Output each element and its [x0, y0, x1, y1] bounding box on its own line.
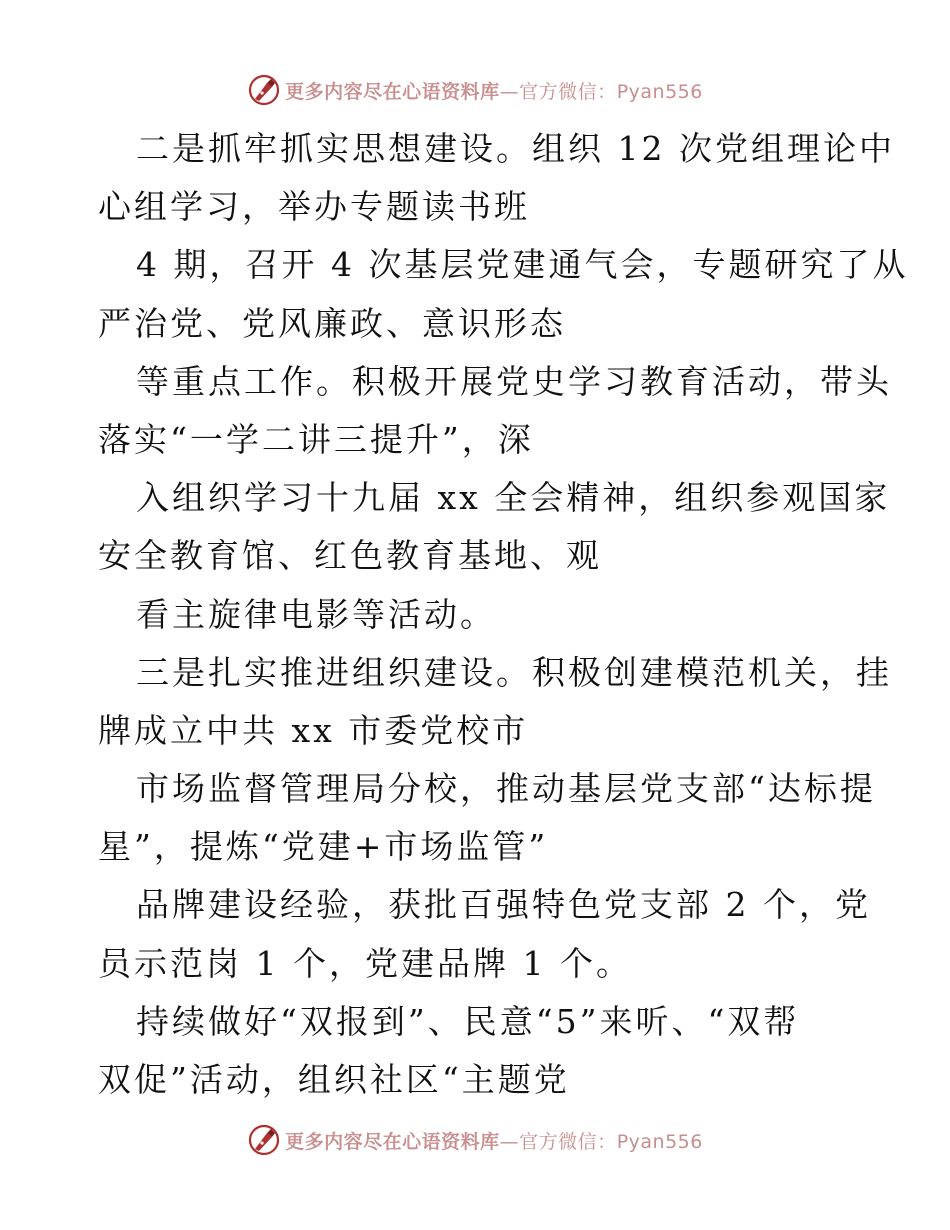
text-line: 入组织学习十九届 xx 全会精神，组织参观国家: [136, 478, 891, 518]
text-line: 牌成立中共 xx 市委党校市: [98, 710, 529, 750]
text-line: 双促”活动，组织社区“主题党: [98, 1060, 570, 1099]
footer-watermark: [0, 1120, 950, 1160]
text-line: 二是抓牢抓实思想建设。组织 12 次党组理论中: [136, 129, 895, 168]
text-line: 市场监督管理局分校，推动基层党支部“达标提: [136, 769, 876, 809]
text-line: 等重点工作。积极开展党史学习教育活动，带头: [136, 361, 892, 401]
text-line: 看主旋律电影等活动。: [136, 594, 496, 634]
text-line: 落实“一学二讲三提升”，深: [98, 419, 534, 459]
pen-nib-logo-icon: [247, 73, 281, 107]
text-line: 星”，提炼“党建+市场监管”: [98, 827, 549, 867]
text-line: 4 期，召开 4 次基层党建通气会，专题研究了从: [136, 245, 909, 285]
banner-wechat-id: Pyan556: [616, 80, 703, 103]
header-watermark: [0, 70, 950, 110]
pen-nib-logo-icon: [247, 1123, 281, 1157]
banner-main-text: 更多内容尽在心语资料库: [285, 80, 500, 103]
text-line: 心组学习，举办专题读书班: [98, 187, 530, 227]
banner-dash: —: [499, 80, 520, 103]
banner-wechat-id: Pyan556: [616, 1130, 703, 1153]
text-line: 严治党、党风廉政、意识形态: [98, 303, 566, 343]
banner-dash: —: [499, 1130, 520, 1153]
text-line: 安全教育馆、红色教育基地、观: [98, 536, 602, 576]
text-line: 三是扎实推进组织建设。积极创建模范机关，挂: [136, 652, 892, 692]
text-line: 持续做好“双报到”、民意“5”来听、“双帮: [136, 1001, 800, 1041]
banner-main-text: 更多内容尽在心语资料库: [285, 1130, 500, 1153]
banner-wechat-label: 官方微信：: [519, 1130, 617, 1153]
text-line: 品牌建设经验，获批百强特色党支部 2 个，党: [136, 885, 871, 925]
banner-wechat-label: 官方微信：: [519, 80, 617, 103]
text-line: 员示范岗 1 个，党建品牌 1 个。: [98, 943, 632, 983]
document-body: [98, 120, 909, 1109]
